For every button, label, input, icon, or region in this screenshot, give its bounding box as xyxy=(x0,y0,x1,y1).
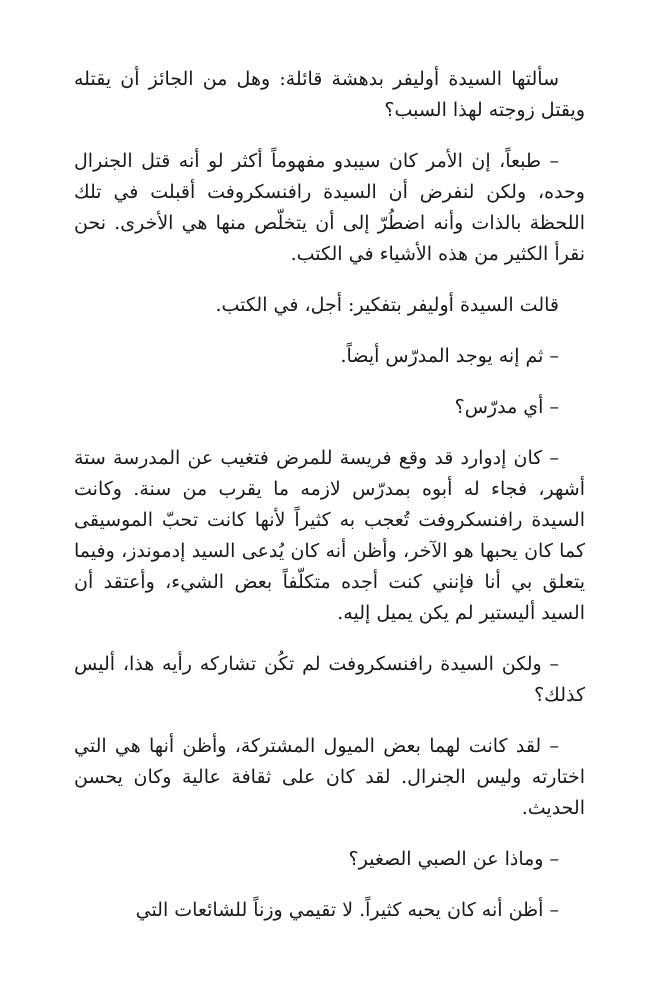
paragraph-young-boy: – وماذا عن الصبي الصغير؟ xyxy=(348,848,559,870)
paragraph-in-books: قالت السيدة أوليفر بتفكير: أجل، في الكتب. xyxy=(215,294,559,316)
paragraph-of-course: – طبعاً، إن الأمر كان سيبدو مفهوماً أكثر لو أنه قتل الجنرال وحده، ولكن لنفرض أن السيدة رافنسكروفت أقبلت في تلك اللحظة بالذات وأنه اضطُرّ إلى أن يتخلّص منها هي الأخرى. نحن نقرأ الكثير من هذه الأشياء في الكتب. xyxy=(74,150,585,265)
paragraph-teacher-too: – ثم إنه يوجد المدرّس أيضاً. xyxy=(340,345,559,367)
paragraph-common-interests: – لقد كانت لهما بعض الميول المشتركة، وأظن أنها هي التي اختارته وليس الجنرال. لقد كان على ثقافة عالية وكان يحسن الحديث. xyxy=(74,735,585,819)
paragraph-question-olivier: سألتها السيدة أوليفر بدهشة قائلة: وهل من الجائز أن يقتله ويقتل زوجته لهذا السبب؟ xyxy=(74,68,585,121)
paragraph-loved-him: – أظن أنه كان يحبه كثيراً. لا تقيمي وزناً للشائعات التي xyxy=(135,899,559,921)
paragraph-not-share-opinion: – ولكن السيدة رافنسكروفت لم تكُن تشاركه رأيه هذا، أليس كذلك؟ xyxy=(74,653,585,706)
paragraph-which-teacher: – أي مدرّس؟ xyxy=(454,396,559,418)
paragraph-edward-illness: – كان إدوارد قد وقع فريسة للمرض فتغيب عن المدرسة ستة أشهر، فجاء له أبوه بمدرّس لازمه ما يقرب من سنة. وكانت السيدة رافنسكروفت تُعجب به كثيراً لأنها كانت تحبّ الموسيقى كما كان يحبها هو الآخر، وأظن أنه كان يُدعى السيد إدموندز، وفيما يتعلق بي أنا فإنني كنت أجده متكلّفاً بعض الشيء، وأعتقد أن السيد أليستير لم يكن يميل إليه. xyxy=(74,447,585,624)
